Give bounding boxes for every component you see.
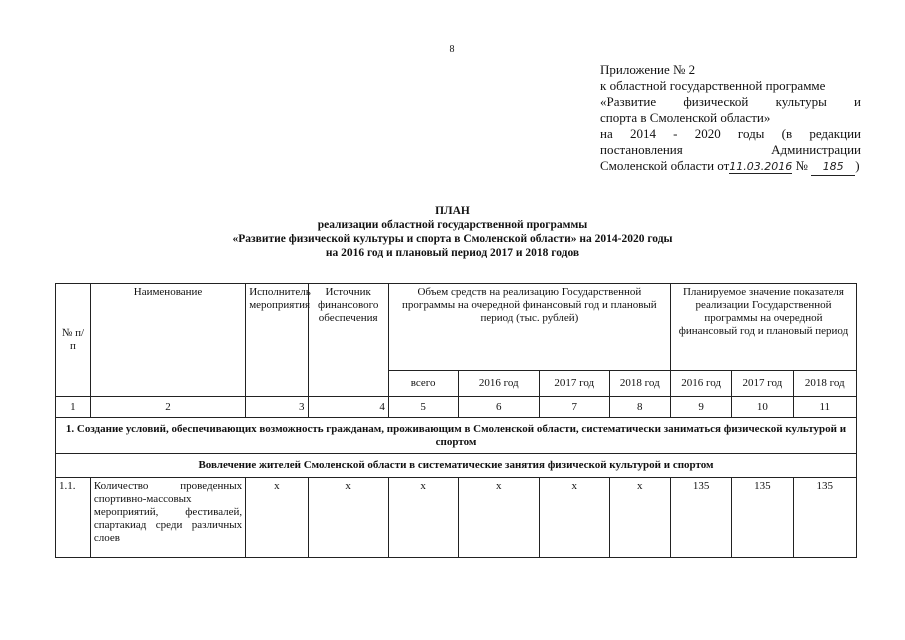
header-executor: Исполнитель мероприятия [246, 284, 308, 397]
row-ind-2018: 135 [793, 478, 856, 558]
handwritten-date: 11.03.2016 [729, 160, 793, 173]
colnum-11: 11 [793, 397, 856, 418]
title-line-2: реализации областной государственной программы [317, 219, 588, 231]
document-title [0, 204, 905, 260]
colnum-1: 1 [56, 397, 91, 418]
column-number-row [56, 397, 857, 418]
row-ind-2016: 135 [670, 478, 731, 558]
header-indicator: Планируемое значение показателя реализации Государственной программы на очередной финансовый год и плановый период [670, 284, 856, 371]
row-fund-2017: х [539, 478, 609, 558]
row-ind-2017: 135 [732, 478, 793, 558]
appendix-line-1: Приложение № 2 [600, 62, 696, 77]
number-sign: № [795, 158, 808, 173]
appendix-line-3: «Развитие физической культуры и [600, 94, 861, 109]
subheader-fund-2018: 2018 год [609, 371, 670, 397]
subheader-ind-2017: 2017 год [732, 371, 793, 397]
appendix-line-6: постановления Администрации [600, 142, 861, 157]
title-line-3: «Развитие физической культуры и спорта в Смоленской области» на 2014-2020 годы [232, 233, 673, 245]
colnum-9: 9 [670, 397, 731, 418]
appendix-line-2: к областной государственной программе [600, 78, 826, 93]
row-name: Количество проведенных спортивно-массовых мероприятий, фестивалей, спартакиад среди различных слоев [90, 478, 245, 558]
header-name: Наименование [90, 284, 245, 397]
header-funding: Объем средств на реализацию Государственной программы на очередной финансовый год и плановый период (тыс. рублей) [388, 284, 670, 371]
title-line-4: на 2016 год и плановый период 2017 и 2018 годов [325, 247, 580, 259]
section-row [56, 418, 857, 454]
subheader-ind-2018: 2018 год [793, 371, 856, 397]
subheader-ind-2016: 2016 год [670, 371, 731, 397]
subheader-fund-2016: 2016 год [458, 371, 539, 397]
plan-table [55, 283, 857, 558]
colnum-4: 4 [308, 397, 388, 418]
header-num: № п/п [56, 284, 91, 397]
subsection-row [56, 454, 857, 478]
subheader-fund-2017: 2017 год [539, 371, 609, 397]
appendix-line-4: спорта в Смоленской области» [600, 110, 771, 125]
colnum-5: 5 [388, 397, 458, 418]
table-row [56, 478, 857, 558]
row-executor: х [246, 478, 308, 558]
page-number: 8 [449, 44, 455, 55]
subsection-title: Вовлечение жителей Смоленской области в систематические занятия физической культурой и спортом [56, 454, 857, 478]
colnum-3: 3 [246, 397, 308, 418]
colnum-6: 6 [458, 397, 539, 418]
appendix-line-7-prefix: Смоленской области от [600, 158, 730, 173]
colnum-10: 10 [732, 397, 793, 418]
colnum-7: 7 [539, 397, 609, 418]
appendix-block [600, 62, 861, 176]
row-fund-2018: х [609, 478, 670, 558]
header-source: Источник финансового обеспечения [308, 284, 388, 397]
row-num: 1.1. [56, 478, 91, 558]
appendix-line-7 [600, 158, 861, 176]
row-source: х [308, 478, 388, 558]
row-fund-2016: х [458, 478, 539, 558]
section-title: 1. Создание условий, обеспечивающих возможность гражданам, проживающим в Смоленской области, систематически заниматься физической культурой и спортом [56, 418, 857, 454]
subheader-total: всего [388, 371, 458, 397]
row-total: х [388, 478, 458, 558]
colnum-2: 2 [90, 397, 245, 418]
handwritten-number: 185 [811, 159, 855, 176]
appendix-line-5: на 2014 - 2020 годы (в редакции [600, 126, 861, 141]
title-line-1: ПЛАН [435, 205, 470, 217]
appendix-line-7-suffix: ) [855, 158, 860, 173]
colnum-8: 8 [609, 397, 670, 418]
header-row [56, 284, 857, 371]
